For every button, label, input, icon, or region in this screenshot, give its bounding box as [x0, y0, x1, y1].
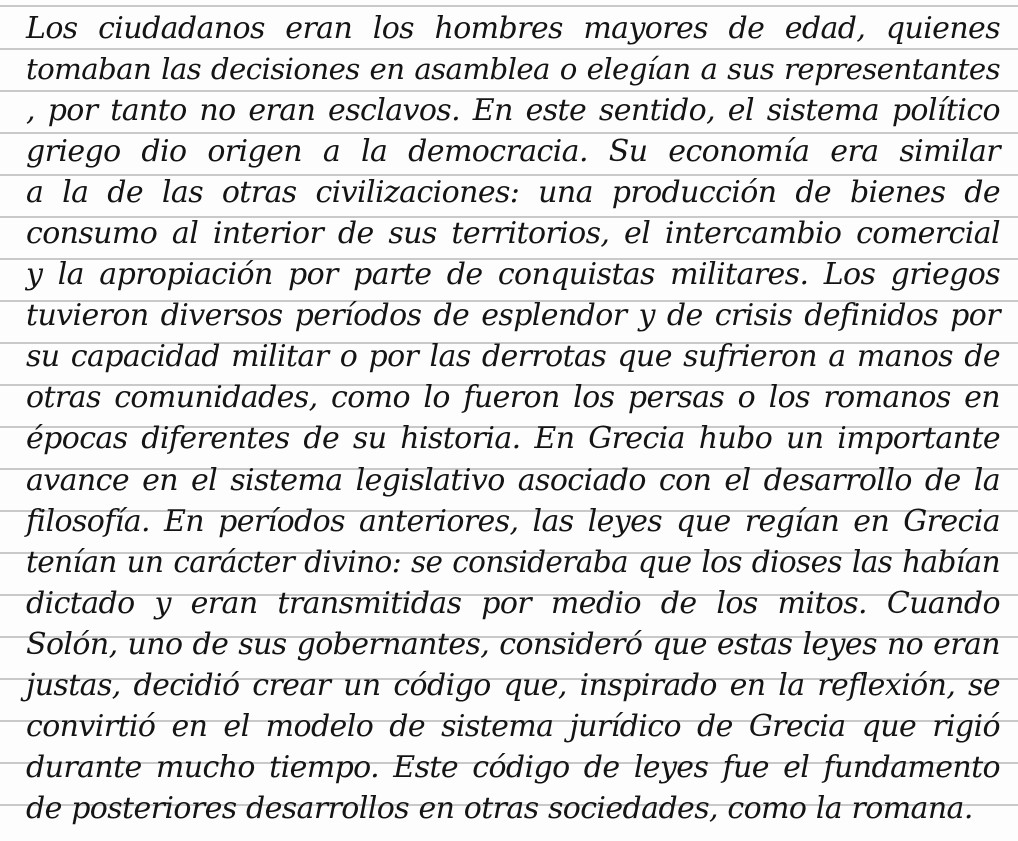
text-line: y la apropiación por parte de conquistas militares. Los griegos	[26, 257, 1000, 293]
text-line: durante mucho tiempo. Este código de leyes fue el fundamento	[26, 749, 1000, 785]
text-line: de posteriores desarrollos en otras sociedades, como la romana.	[26, 790, 973, 826]
text-line: Solón, uno de sus gobernantes, consideró que estas leyes no eran	[26, 626, 1000, 662]
text-line: consumo al interior de sus territorios, el intercambio comercial	[26, 216, 1000, 252]
text-line: tuvieron diversos períodos de esplendor y de crisis definidos por	[26, 298, 1000, 334]
text-line: , por tanto no eran esclavos. En este sentido, el sistema político	[26, 93, 1000, 129]
text-line: otras comunidades, como lo fueron los persas o los romanos en	[26, 380, 1000, 416]
text-line: justas, decidió crear un código que, inspirado en la reflexión, se	[26, 667, 1000, 703]
text-line: tenían un carácter divino: se consideraba que los dioses las habían	[26, 544, 1000, 579]
text-line: Los ciudadanos eran los hombres mayores de edad, quienes	[26, 11, 1000, 46]
paragraph	[26, 8, 1000, 829]
text-line: a la de las otras civilizaciones: una producción de bienes de	[26, 175, 1000, 211]
text-line: dictado y eran transmitidas por medio de los mitos. Cuando	[26, 585, 1000, 621]
text-line: filosofía. En períodos anteriores, las leyes que regían en Grecia	[26, 503, 1000, 539]
text-line: avance en el sistema legislativo asociado con el desarrollo de la	[26, 462, 1000, 498]
text-line: su capacidad militar o por las derrotas que sufrieron a manos de	[26, 339, 1000, 375]
text-line: griego dio origen a la democracia. Su economía era similar	[26, 134, 1000, 170]
text-line: épocas diferentes de su historia. En Grecia hubo un importante	[26, 421, 1000, 457]
text-line: convirtió en el modelo de sistema jurídico de Grecia que rigió	[26, 708, 1000, 744]
text-line: tomaban las decisiones en asamblea o elegían a sus representantes	[26, 52, 1000, 87]
